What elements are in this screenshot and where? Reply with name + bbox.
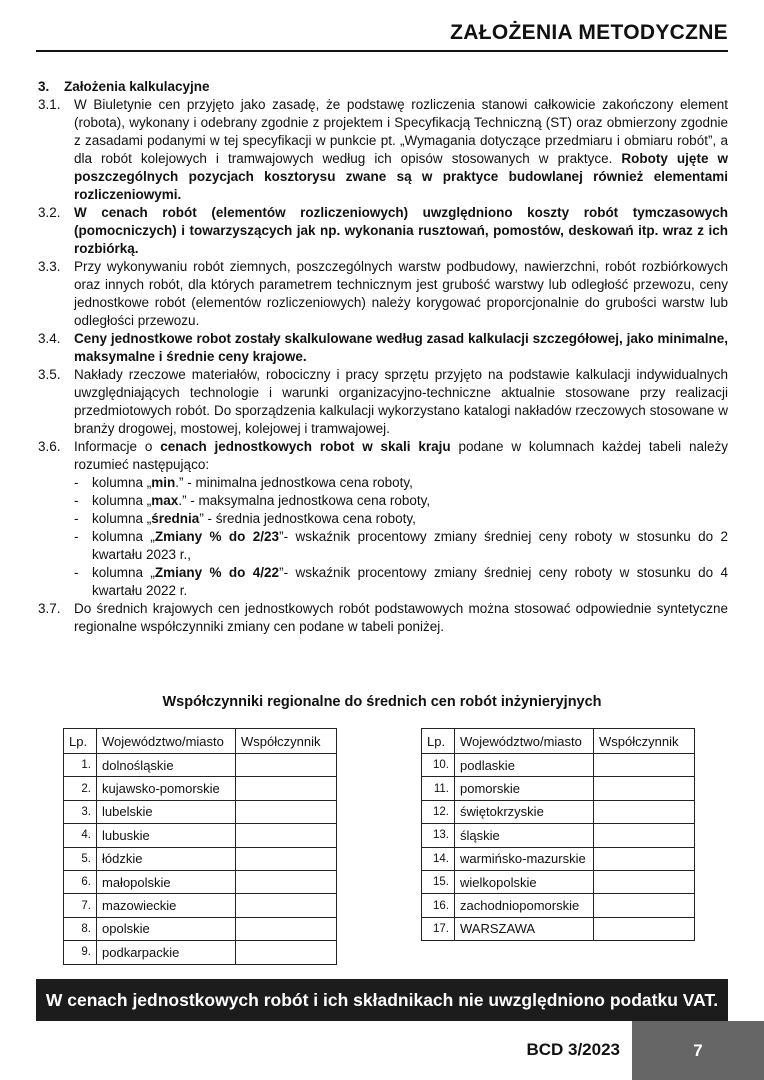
cell-region: dolnośląskie bbox=[97, 754, 236, 777]
table-row bbox=[64, 917, 337, 940]
cell-lp: 13. bbox=[422, 824, 455, 847]
main-content bbox=[38, 78, 728, 636]
section-number: 3. bbox=[38, 79, 50, 94]
item-3-1 bbox=[38, 96, 728, 204]
item-3-7 bbox=[38, 600, 728, 636]
cell-lp: 2. bbox=[64, 777, 97, 800]
cell-coefficient bbox=[594, 894, 695, 917]
table-row bbox=[64, 847, 337, 870]
item-bold: Roboty ujęte w poszczególnych pozycjach kosztorysu zwane są w praktyce budowlanej również elementami rozliczeniowymi. bbox=[74, 151, 728, 202]
cell-lp: 10. bbox=[422, 754, 455, 777]
section-title-text: Założenia kalkulacyjne bbox=[64, 79, 210, 94]
cell-region: podkarpackie bbox=[97, 941, 236, 964]
table-row bbox=[64, 800, 337, 823]
table-header-row bbox=[422, 729, 695, 754]
table-row bbox=[422, 754, 695, 777]
cell-lp: 14. bbox=[422, 847, 455, 870]
cell-lp: 4. bbox=[64, 824, 97, 847]
cell-region: zachodniopomorskie bbox=[455, 894, 594, 917]
column-header-lp: Lp. bbox=[422, 729, 455, 754]
page-header bbox=[36, 20, 728, 52]
cell-coefficient bbox=[236, 870, 337, 893]
cell-lp: 7. bbox=[64, 894, 97, 917]
coefficients-table-right bbox=[421, 728, 695, 941]
table-row bbox=[64, 941, 337, 964]
item-number: 3.1. bbox=[38, 97, 61, 112]
table-row bbox=[422, 917, 695, 940]
cell-coefficient bbox=[236, 847, 337, 870]
item-number: 3.2. bbox=[38, 205, 61, 220]
column-header-lp: Lp. bbox=[64, 729, 97, 754]
cell-lp: 6. bbox=[64, 870, 97, 893]
list-item: - kolumna „Zmiany % do 2/23”- wskaźnik procentowy zmiany średniej ceny roboty w stosunku do 2 kwartału 2023 r., bbox=[74, 529, 728, 562]
list-item: - kolumna „średnia” - średnia jednostkowa cena roboty, bbox=[74, 511, 416, 526]
item-3-2 bbox=[38, 204, 728, 258]
item-3-3 bbox=[38, 258, 728, 330]
item-body: Przy wykonywaniu robót ziemnych, poszczególnych warstw podbudowy, nawierzchni, robót rozbiórkowych oraz innych robót, dla których parametrem technicznym jest grubość warstwy lub odległość przewozu, ceny jednostkowe robót (elementów rozliczeniowych) należy korygować proporcjonalnie do grubości warstw lub odległości przewozu. bbox=[74, 259, 728, 328]
item-number: 3.6. bbox=[38, 439, 61, 454]
item-body: Nakłady rzeczowe materiałów, robociczny i pracy sprzętu przyjęto na podstawie kalkulacji indywidualnych uwzględniających technologie i warunki organizacyjno-techniczne aktualnie stosowane przy realizacji przedmiotowych robót. Do sporządzenia kalkulacji wykorzystano katalogi nakładów rzeczowych stosowane w branży drogowej, mostowej, kolejowej i tramwajowej. bbox=[74, 367, 728, 436]
item-body: Informacje o bbox=[74, 439, 161, 454]
table-header-row bbox=[64, 729, 337, 754]
cell-coefficient bbox=[236, 754, 337, 777]
cell-region: opolskie bbox=[97, 917, 236, 940]
item-body: W Biuletynie cen przyjęto jako zasadę, że podstawę rozliczenia stanowi całkowicie zakończony element (robota), wykonany i odebrany zgodnie z projektem i Specyfikacją Techniczną (ST) oraz obmierzony zgodnie z zasadami podanymi w tej specyfikacji w punkcie pt. „Wymagania dotyczące przedmiaru i obmiaru robót”, a dla robót kolejowych i tramwajowych według ich opisów stosowanych w praktyce. bbox=[74, 97, 728, 166]
cell-region: lubuskie bbox=[97, 824, 236, 847]
cell-lp: 3. bbox=[64, 800, 97, 823]
tables-title: Współczynniki regionalne do średnich cen robót inżynieryjnych bbox=[162, 694, 602, 710]
cell-coefficient bbox=[236, 777, 337, 800]
header-title: ZAŁOŻENIA METODYCZNE bbox=[450, 21, 728, 44]
cell-region: podlaskie bbox=[455, 754, 594, 777]
item-3-6 bbox=[38, 438, 728, 600]
cell-coefficient bbox=[236, 894, 337, 917]
cell-region: warmińsko-mazurskie bbox=[455, 847, 594, 870]
list-item: - kolumna „max.” - maksymalna jednostkowa cena roboty, bbox=[74, 493, 431, 508]
cell-lp: 8. bbox=[64, 917, 97, 940]
cell-coefficient bbox=[594, 917, 695, 940]
list-item: - kolumna „min.” - minimalna jednostkowa cena roboty, bbox=[74, 475, 413, 490]
cell-coefficient bbox=[236, 824, 337, 847]
cell-lp: 15. bbox=[422, 870, 455, 893]
table-row bbox=[422, 847, 695, 870]
column-header-coefficient: Współczynnik bbox=[236, 729, 337, 754]
cell-coefficient bbox=[594, 824, 695, 847]
table-row bbox=[64, 754, 337, 777]
cell-coefficient bbox=[236, 917, 337, 940]
cell-region: WARSZAWA bbox=[455, 917, 594, 940]
cell-region: małopolskie bbox=[97, 870, 236, 893]
cell-region: pomorskie bbox=[455, 777, 594, 800]
table-row bbox=[64, 777, 337, 800]
cell-coefficient bbox=[236, 941, 337, 964]
table-row bbox=[422, 870, 695, 893]
item-bold: W cenach robót (elementów rozliczeniowych) uwzględniono koszty robót tymczasowych (pomocniczych) i towarzyszących jak np. wykonania rusztowań, pomostów, deskowań itp. wraz z ich rozbiórką. bbox=[74, 205, 728, 256]
item-bold: Ceny jednostkowe robot zostały skalkulowane według zasad kalkulacji szczegółowej, jako minimalne, maksymalne i średnie ceny krajowe. bbox=[74, 331, 728, 364]
cell-coefficient bbox=[594, 847, 695, 870]
cell-region: śląskie bbox=[455, 824, 594, 847]
item-3-5 bbox=[38, 366, 728, 438]
publication-label: BCD 3/2023 bbox=[526, 1040, 620, 1059]
page-number: 7 bbox=[632, 1021, 764, 1080]
item-number: 3.3. bbox=[38, 259, 61, 274]
item-bold: cenach jednostkowych robot w skali kraju bbox=[160, 439, 451, 454]
cell-lp: 9. bbox=[64, 941, 97, 964]
table-row bbox=[422, 824, 695, 847]
cell-region: mazowieckie bbox=[97, 894, 236, 917]
cell-lp: 11. bbox=[422, 777, 455, 800]
item-body: podane w kolumnach każdej tabeli należy rozumieć następująco: bbox=[74, 439, 728, 472]
cell-lp: 1. bbox=[64, 754, 97, 777]
coefficients-table-left bbox=[63, 728, 337, 965]
cell-lp: 5. bbox=[64, 847, 97, 870]
cell-lp: 16. bbox=[422, 894, 455, 917]
table-row bbox=[422, 800, 695, 823]
cell-lp: 12. bbox=[422, 800, 455, 823]
item-text bbox=[74, 96, 728, 204]
cell-region: łódzkie bbox=[97, 847, 236, 870]
cell-region: kujawsko-pomorskie bbox=[97, 777, 236, 800]
cell-region: świętokrzyskie bbox=[455, 800, 594, 823]
table-row bbox=[422, 894, 695, 917]
item-number: 3.5. bbox=[38, 367, 61, 382]
cell-coefficient bbox=[594, 800, 695, 823]
column-definitions-list bbox=[74, 474, 728, 600]
cell-coefficient bbox=[594, 777, 695, 800]
list-item: - kolumna „Zmiany % do 4/22”- wskaźnik procentowy zmiany średniej ceny roboty w stosunku do 4 kwartału 2022 r. bbox=[74, 565, 728, 598]
table-row bbox=[64, 824, 337, 847]
table-row bbox=[64, 870, 337, 893]
item-3-4 bbox=[38, 330, 728, 366]
column-header-coefficient: Współczynnik bbox=[594, 729, 695, 754]
column-header-region: Województwo/miasto bbox=[455, 729, 594, 754]
cell-coefficient bbox=[236, 800, 337, 823]
item-number: 3.7. bbox=[38, 601, 61, 616]
section-title bbox=[38, 78, 728, 96]
item-body: Do średnich krajowych cen jednostkowych robót podstawowych można stosować odpowiednie syntetyczne regionalne współczynniki zmiany cen podane w tabeli poniżej. bbox=[74, 601, 728, 634]
item-number: 3.4. bbox=[38, 331, 61, 346]
vat-notice-banner: W cenach jednostkowych robót i ich składnikach nie uwzględniono podatku VAT. bbox=[36, 979, 728, 1021]
cell-coefficient bbox=[594, 754, 695, 777]
cell-region: wielkopolskie bbox=[455, 870, 594, 893]
cell-region: lubelskie bbox=[97, 800, 236, 823]
table-row bbox=[64, 894, 337, 917]
item-text bbox=[74, 438, 728, 600]
table-row bbox=[422, 777, 695, 800]
cell-coefficient bbox=[594, 870, 695, 893]
cell-lp: 17. bbox=[422, 917, 455, 940]
column-header-region: Województwo/miasto bbox=[97, 729, 236, 754]
